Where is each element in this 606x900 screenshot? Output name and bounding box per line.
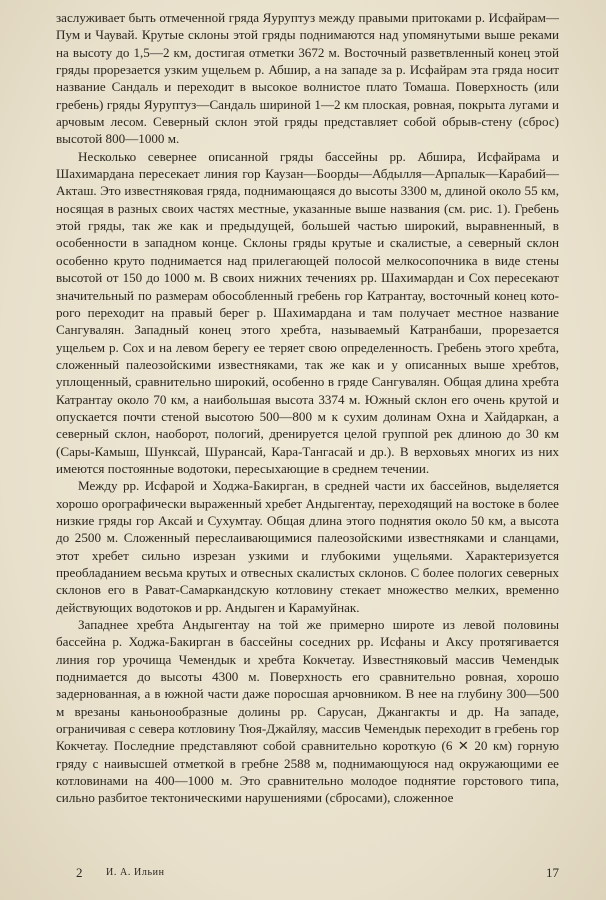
page-number: 17 <box>546 865 559 880</box>
paragraph-1: заслуживает быть отмеченной гряда Яуруптуз между правыми притоками р. Исфайрам—Пум и Чаувай. Крутые склоны этой гряды поднимаются над упомянутыми выше реками на высоту до 1,5—2 км, достигая отметки 3672 м. Восточный разветвленный конец этой гряды прорезается узким ущельем р. Абшир, а на западе за р. Исфайрам эта гряда носит название Сандаль и переходит в высокое волнистое плато Томаша. Поверхность (или гребень) гряды Яуруптуз—Сандаль шириной 1—2 км плоская, ровная, покрыта лугами и арчовым лесом. Северный склон этой гряды представляет собой обрыв-стену (сброс) высотой 800—1000 м. <box>56 10 559 147</box>
author-name: И. А. Ильин <box>106 867 165 878</box>
body-text <box>56 9 559 807</box>
signature-mark: 2 <box>76 865 83 880</box>
page-footer <box>56 862 559 882</box>
paragraph-2: Несколько севернее описанной гряды бассейны рр. Абшира, Исфайрама и Шахимардана пересекает линия гор Каузан—Боорды—Абдылля—Арпалык—Карабий—Акташ. Это известняковая гряда, поднимающаяся до высоты 3300 м, длиной около 55 км, носящая в разных своих частях местные, указанные выше названия (см. рис. 1). Гребень этой гряды, так же как и предыдущей, большей частью широкий, выравненный, в особенности в западном конце. Склоны гряды крутые и скалистые, а северный склон особенно круто поднимается над прилегающей полосой мелкосопочника в виде стены высотой от 150 до 1000 м. В своих нижних течениях рр. Шахимардан и Сох пересекают значительный по размерам обособленный гребень гор Катрантау, восточный конец которого переходит на правый берег р. Шахимардана и там получает местное название Сангувалян. Западный конец этого хребта, называемый Катранбаши, прорезается ущельем р. Сох и на левом берегу ее теряет свою определенность. Гребень этого хребта, сложенный палеозойскими известняками, так же как и у описанных выше хребтов, уплощенный, сравнительно широкий, особенно в гряде Сангувалян. Общая длина хребта Катрантау около 70 км, а наибольшая высота 3374 м. Южный склон его очень крутой и опускается почти стеной высотою 500—800 м к сухим долинам Охна и Хайдаркан, а северный склон, наоборот, пологий, дренируется целой группой рек длиною до 30 км (Сары-Камыш, Шунксай, Шурансай, Кара-Тангасай и др.). В верховьях многих из них имеются постоянные водотоки, пересыхающие в среднем течении. <box>56 148 559 476</box>
paragraph-4: Западнее хребта Андыгентау на той же примерно широте из левой половины бассейна р. Ходжа-Бакирган в бассейны соседних рр. Исфаны и Аксу протягивается линия гор урочища Чемендык и хребта Кокчетау. Известняковый массив Чемендык поднимается до высоты 4300 м. Поверхность его сравнительно ровная, хорошо задернованная, а в южной части даже поросшая арчовником. В нее на глубину 300—500 м врезаны каньонообразные долины рр. Сарусан, Джангакты и др. На западе, ограничивая с севера котловину Тюя-Джайляу, массив Чемендык переходит в гребень гор Кокчетау. Последние представляют собой сравнительно короткую (6 ✕ 20 км) горную гряду с наивысшей отметкой в гребне 2588 м, поднимающуюся над окружающими ее котловинами на 400—1000 м. Это сравнительно молодое поднятие горстового типа, сильно разбитое тектоническими нарушениями (сбросами), сложенное <box>56 617 559 806</box>
paragraph-3: Между рр. Исфарой и Ходжа-Бакирган, в средней части их бассейнов, выделяется хорошо орографически выраженный хребет Андыгентау, переходящий на востоке в более низкие гряды гор Аксай и Сухумтау. Общая длина этого поднятия около 50 км, а высота до 2500 м. Сложенный переслаивающимися палеозойскими известняками и сланцами, этот хребет сильно изрезан узкими и глубокими ущельями. Характеризуется преобладанием весьма крутых и отвесных скалистых склонов. С более пологих северных склонов его в Рават-Самаркандскую котловину стекает множество мелких, временно действующих водотоков и рр. Андыген и Карамуйнак. <box>56 478 559 615</box>
